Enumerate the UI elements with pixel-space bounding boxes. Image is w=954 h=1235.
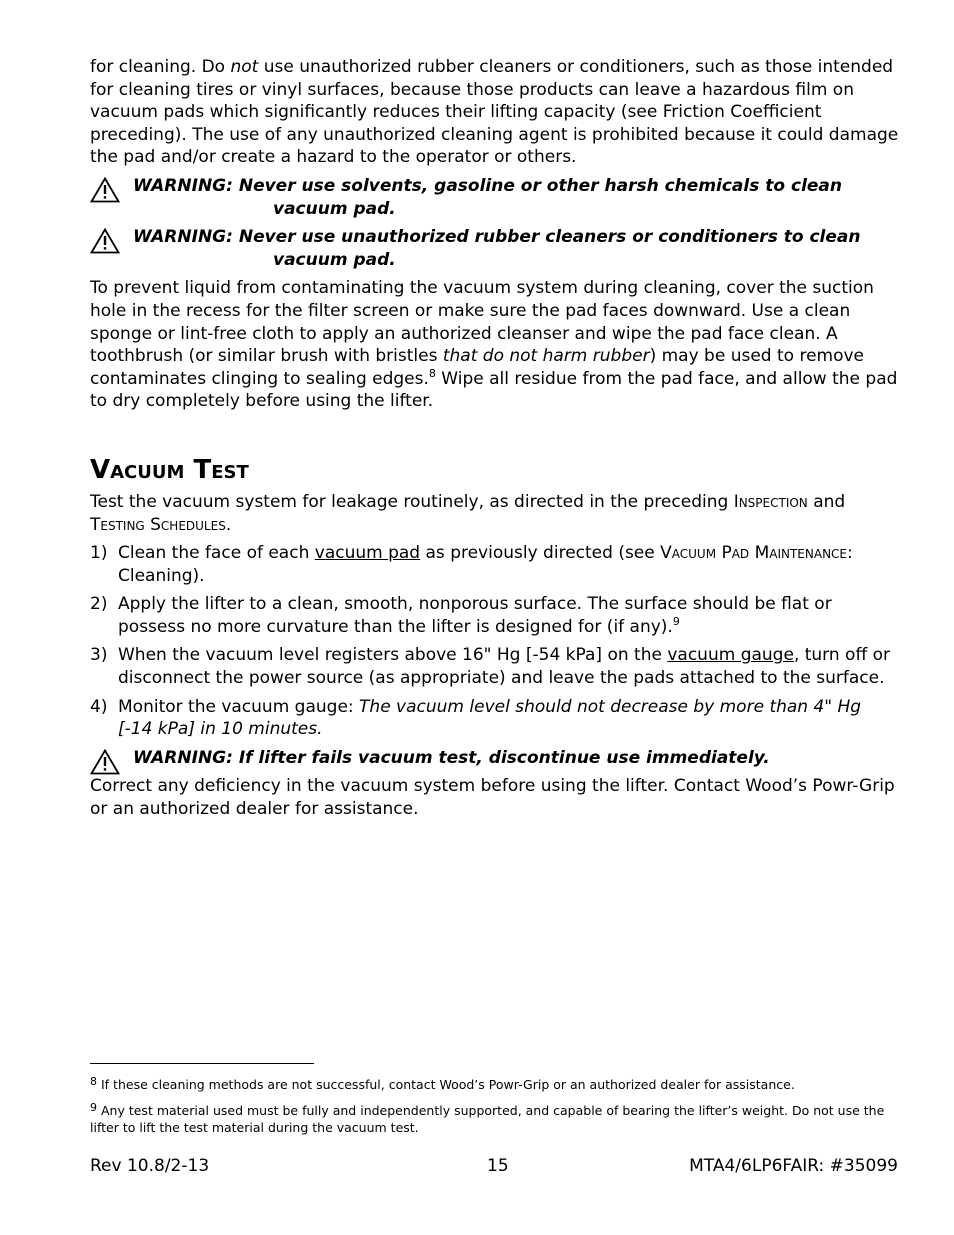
warning-rubber-cleaners <box>90 226 900 271</box>
step3-text-a: When the vacuum level registers above 16" Hg [-54 kPa] on the <box>118 645 668 666</box>
warning-rubber-line1: WARNING: Never use unauthorized rubber cleaners or conditioners to clean <box>133 227 861 248</box>
footnote-number: 8 <box>90 1075 97 1088</box>
document-id: MTA4/6LP6FAIR: #35099 <box>689 1156 898 1176</box>
step-number: 1) <box>90 543 108 564</box>
intro-text-not: not <box>230 57 259 77</box>
step3-text-b: , turn off or disconnect the power source (as appropriate) and leave the pads attached to the surface. <box>118 645 890 689</box>
vacuum-pad-maintenance-ref: Vacuum Pad Maintenance <box>660 543 848 564</box>
heading-acuum: acuum <box>110 454 185 485</box>
footnote-text: If these cleaning methods are not successful, contact Wood’s Powr-Grip or an authorized dealer for assistance. <box>101 1077 795 1092</box>
step1-text-c: : Cleaning). <box>118 543 853 586</box>
warning-vacuum-test <box>90 747 900 770</box>
vacuum-pad-link[interactable]: vacuum pad <box>314 543 421 564</box>
list-item <box>90 542 900 587</box>
heading-est: est <box>211 454 249 485</box>
inspection-ref: Inspection <box>733 491 808 512</box>
test-steps-list <box>90 542 900 741</box>
step2-text: Apply the lifter to a clean, smooth, nonporous surface. The surface should be flat or possess no more curvature than the lifter is designed for (if any). <box>118 594 832 637</box>
footnote-9 <box>90 1102 890 1136</box>
footnote-divider <box>90 1063 314 1064</box>
step1-text-b: as previously directed (see <box>420 543 661 564</box>
warning-triangle-icon <box>90 228 120 254</box>
step1-text-a: Clean the face of each <box>118 543 315 564</box>
heading-v: V <box>90 454 111 485</box>
section-heading-vacuum-test <box>90 453 900 487</box>
test-intro-a: Test the vacuum system for leakage routinely, as directed in the preceding <box>90 491 734 512</box>
list-item <box>90 696 900 741</box>
test-intro-b: and <box>807 491 846 512</box>
heading-t: T <box>193 454 212 485</box>
prevent-text-italic: that do not harm rubber <box>442 346 650 367</box>
step-number: 4) <box>90 696 108 717</box>
footnotes <box>90 1076 890 1145</box>
page-content <box>90 56 900 827</box>
test-intro-paragraph <box>90 491 900 536</box>
revision-label: Rev 10.8/2-13 <box>90 1156 210 1176</box>
vacuum-gauge-link[interactable]: vacuum gauge <box>667 645 794 666</box>
footnote-ref-9[interactable]: 9 <box>672 614 680 628</box>
testing-schedules-ref: Testing Schedules <box>90 514 226 535</box>
prevent-text-b: ) may be used to remove contaminates clinging to sealing edges. <box>90 346 865 389</box>
list-item <box>90 593 900 638</box>
footnote-ref-8[interactable]: 8 <box>428 366 436 380</box>
prevent-paragraph <box>90 277 900 413</box>
warning-vacuum-test-text: WARNING: If lifter fails vacuum test, discontinue use immediately. <box>133 747 770 768</box>
prevent-text-a: To prevent liquid from contaminating the vacuum system during cleaning, cover the suction hole in the recess for the filter screen or make sure the pad faces downward. Use a clean sponge or lint-free cloth to apply an authorized cleanser and wipe the pad face clean. A toothbrush (or similar brush with bristles <box>90 278 874 367</box>
warning-triangle-icon <box>90 177 120 203</box>
warning-rubber-line2: vacuum pad. <box>273 249 396 270</box>
list-item <box>90 644 900 689</box>
footnote-text: Any test material used must be fully and independently supported, and capable of bearing the lifter’s weight. Do not use the lifter to lift the test material during the vacuum test. <box>90 1103 885 1135</box>
footnote-number: 9 <box>90 1101 97 1114</box>
intro-text-b: use unauthorized rubber cleaners or conditioners, such as those intended for cleaning tires or vinyl surfaces, because those products can leave a hazardous film on vacuum pads which significantly reduces their lifting capacity (see Friction Coefficient preceding). The use of any unauthorized cleaning agent is prohibited because it could damage the pad and/or create a hazard to the operator or others. <box>90 57 899 168</box>
warning-solvents <box>90 175 900 220</box>
warning-solvents-line2: vacuum pad. <box>273 198 396 219</box>
warning-triangle-icon <box>90 749 120 775</box>
intro-paragraph <box>90 56 900 169</box>
page-number: 15 <box>487 1156 509 1176</box>
footnote-8 <box>90 1076 890 1093</box>
step-number: 3) <box>90 645 108 666</box>
intro-text-a: for cleaning. Do <box>90 57 231 77</box>
prevent-text-c: Wipe all residue from the pad face, and allow the pad to dry completely before using the lifter. <box>90 368 898 412</box>
step-number: 2) <box>90 594 108 615</box>
correct-paragraph: Correct any deficiency in the vacuum system before using the lifter. Contact Wood’s Powr-Grip or an authorized dealer for assistance. <box>90 776 895 820</box>
step4-text-italic: The vacuum level should not decrease by more than 4" Hg [-14 kPa] in 10 minutes. <box>118 696 862 740</box>
step4-text-a: Monitor the vacuum gauge: <box>118 696 360 717</box>
test-intro-c: . <box>225 514 232 535</box>
warning-solvents-line1: WARNING: Never use solvents, gasoline or other harsh chemicals to clean <box>133 175 843 196</box>
